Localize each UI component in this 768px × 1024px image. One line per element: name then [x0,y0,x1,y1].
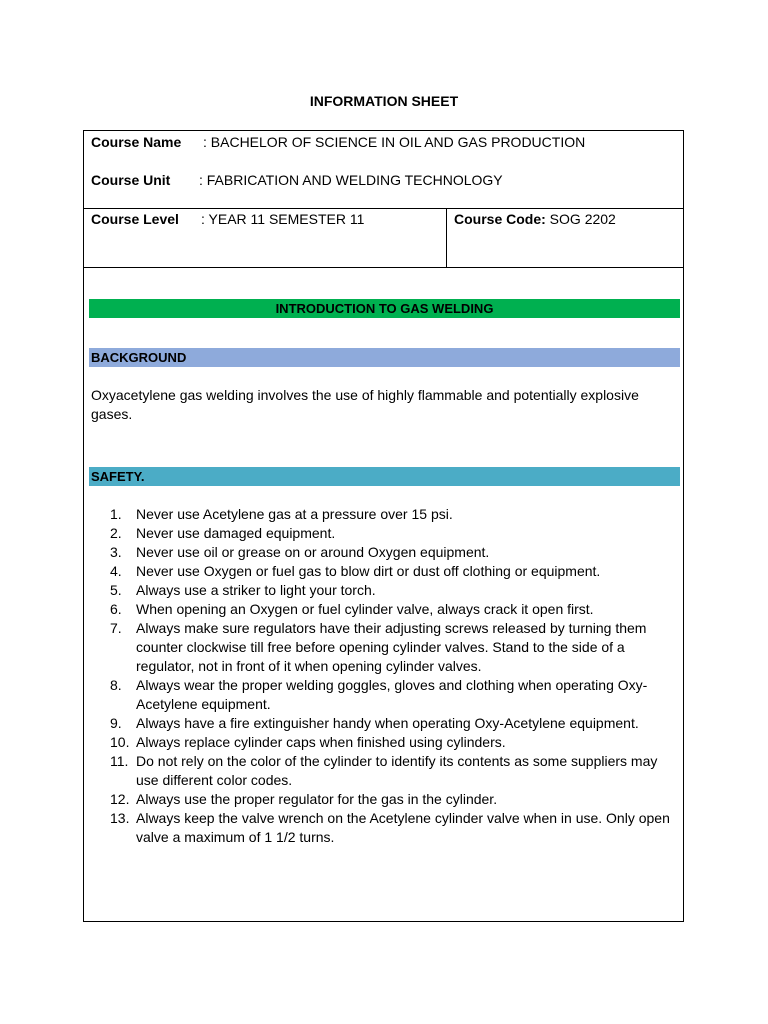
list-item-number: 2. [110,525,122,541]
course-level-value: : YEAR 11 SEMESTER 11 [201,211,365,227]
list-item-text: Do not rely on the color of the cylinder to identify its contents as some suppliers may use different color codes. [136,753,658,788]
safety-list-item [84,600,680,619]
list-item-number: 11. [110,753,129,769]
safety-list-item [84,790,680,809]
safety-list-item [84,524,680,543]
background-paragraph: Oxyacetylene gas welding involves the use of highly flammable and potentially explosive gases. [91,387,639,422]
row-divider [84,267,683,268]
safety-list-item [84,543,680,562]
row-divider [84,208,683,209]
list-item-number: 4. [110,563,122,579]
safety-list-item [84,581,680,600]
safety-list-item [84,809,680,847]
list-item-text: When opening an Oxygen or fuel cylinder valve, always crack it open first. [136,601,594,617]
course-unit-value: : FABRICATION AND WELDING TECHNOLOGY [199,172,503,188]
list-item-number: 1. [110,506,122,522]
list-item-number: 10. [110,734,130,750]
list-item-number: 12. [110,791,130,807]
safety-list [84,505,680,847]
list-item-number: 9. [110,715,122,731]
course-level-field [91,211,364,227]
background-heading-bar: BACKGROUND [89,348,680,367]
list-item-text: Always have a fire extinguisher handy when operating Oxy-Acetylene equipment. [136,715,639,731]
intro-heading-bar: INTRODUCTION TO GAS WELDING [89,299,680,318]
list-item-text: Never use Acetylene gas at a pressure over 15 psi. [136,506,453,522]
safety-list-item [84,505,680,524]
list-item-number: 13. [110,810,130,826]
list-item-number: 8. [110,677,122,693]
course-code-value: SOG 2202 [545,211,616,227]
safety-list-item [84,676,680,714]
info-table [83,130,684,922]
list-item-text: Always replace cylinder caps when finished using cylinders. [136,734,506,750]
list-item-number: 5. [110,582,122,598]
course-level-label: Course Level [91,211,179,227]
course-name-label: Course Name [91,134,182,150]
column-divider [446,208,447,267]
course-name-value: : BACHELOR OF SCIENCE IN OIL AND GAS PRODUCTION [203,134,586,150]
list-item-text: Never use Oxygen or fuel gas to blow dirt or dust off clothing or equipment. [136,563,601,579]
list-item-text: Always use a striker to light your torch. [136,582,376,598]
list-item-text: Always make sure regulators have their adjusting screws released by turning them counter clockwise till free before opening cylinder valves. Stand to the side of a regulator, not in front of it when opening cylinder valves. [136,620,647,674]
list-item-text: Always use the proper regulator for the gas in the cylinder. [136,791,498,807]
course-code-label: Course Code: [454,211,546,227]
safety-list-item [84,752,680,790]
safety-list-item [84,733,680,752]
safety-list-item [84,714,680,733]
list-item-text: Never use oil or grease on or around Oxygen equipment. [136,544,490,560]
course-unit-field [91,172,503,188]
safety-heading-bar: SAFETY. [89,467,680,486]
course-unit-label: Course Unit [91,172,171,188]
safety-list-item [84,562,680,581]
list-item-text: Never use damaged equipment. [136,525,336,541]
course-name-field [91,134,585,150]
list-item-text: Always wear the proper welding goggles, gloves and clothing when operating Oxy-Acetylene equipment. [136,677,648,712]
list-item-number: 6. [110,601,122,617]
safety-list-item [84,619,680,676]
list-item-text: Always keep the valve wrench on the Acetylene cylinder valve when in use. Only open valve a maximum of 1 1/2 turns. [136,810,670,845]
course-code-field [454,211,616,227]
list-item-number: 7. [110,620,122,636]
list-item-number: 3. [110,544,122,560]
document-title: INFORMATION SHEET [309,93,459,109]
